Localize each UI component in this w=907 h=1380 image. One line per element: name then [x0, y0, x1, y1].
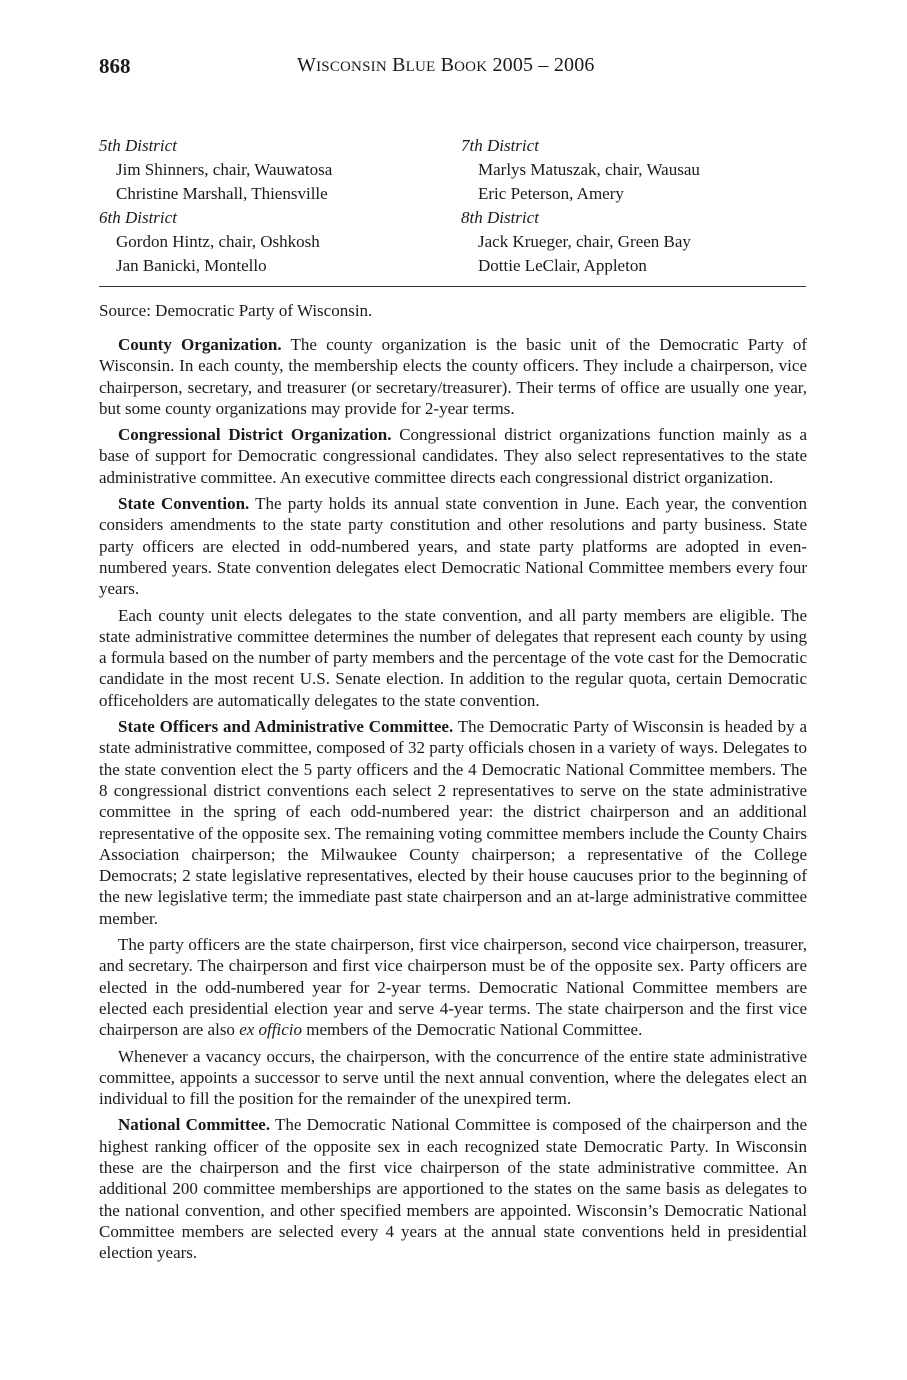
- body-text: [99, 334, 807, 1268]
- district-label: 8th District: [461, 208, 539, 227]
- paragraph-italic-term: ex officio: [239, 1020, 302, 1040]
- table-divider: [99, 286, 806, 287]
- paragraph-vacancy: [99, 1046, 807, 1110]
- paragraph-text: Whenever a vacancy occurs, the chairperson, with the concurrence of the entire state administrative committee, appoints a successor to serve until the next annual convention, where the delegates elect an individual to fill the position for the remainder of the unexpired term.: [99, 1046, 807, 1109]
- title-years: 2005 – 2006: [492, 54, 595, 76]
- paragraph-text: The party holds its annual state convention in June. Each year, the convention considers amendments to the state party constitution and other resolutions and party business. State party officers are elected in odd-numbered years, and state party platforms are adopted in even-numbered years. State convention delegates elect Democratic National Committee members every four years.: [99, 494, 807, 599]
- district-member: Dottie LeClair, Appleton: [478, 256, 647, 275]
- district-label: 5th District: [99, 136, 177, 155]
- paragraph-text: The Democratic Party of Wisconsin is headed by a state administrative committee, composed of 32 party officials chosen in a variety of ways. Delegates to the state convention elect the 5 party officers and the 4 Democratic National Committee members. The 8 congressional district conventions each select 2 representatives to serve on the state administrative committee in the spring of each odd-numbered year: the district chairperson and an additional representative of the opposite sex. The remaining voting committee members include the County Chairs Association chairperson; the Milwaukee County chairperson; a representative of the College Democrats; 2 state legislative representatives, elected by their house caucuses prior to the beginning of the new legislative term; the immediate past state chairperson and an at-large administrative committee member.: [99, 717, 807, 928]
- district-member: Jan Banicki, Montello: [116, 256, 267, 275]
- title-word-rest: ISCONSIN: [316, 59, 387, 75]
- page-header: [99, 54, 807, 84]
- district-member: Gordon Hintz, chair, Oshkosh: [116, 232, 320, 251]
- paragraph-national-committee: [99, 1114, 807, 1263]
- paragraph-county-organization: [99, 334, 807, 419]
- paragraph-text: The party officers are the state chairperson, first vice chairperson, second vice chairperson, treasurer, and secretary. The chairperson and first vice chairperson must be of the opposite sex. Party officers are elected in the odd-numbered year for 2-year terms. Democratic National Committee members are elected each presidential election year and serve 4-year terms. The state chairperson and the first vice chairperson are also: [99, 935, 807, 1040]
- paragraph-congressional-district: [99, 424, 807, 488]
- title-word-rest: OOK: [454, 59, 488, 75]
- paragraph-text: Each county unit elects delegates to the state convention, and all party members are eligible. The state administrative committee determines the number of delegates that represent each county by using a formula based on the number of party members and the percentage of the vote cast for the Democratic candidate in the most recent U.S. Senate election. In addition to the regular quota, certain Democratic officeholders are automatically delegates to the state convention.: [99, 605, 807, 710]
- paragraph-heading: State Officers and Administrative Committee.: [118, 717, 454, 737]
- title-word-rest: LUE: [405, 59, 436, 75]
- paragraph-party-officers: [99, 934, 807, 1040]
- district-column-left: [99, 134, 332, 278]
- district-column-right: [461, 134, 700, 278]
- paragraph-text: The county organization is the basic unit of the Democratic Party of Wisconsin. In each county, the membership elects the county officers. They include a chairperson, vice chairperson, secretary, and treasurer (or secretary/treasurer). Their terms of office are usually one year, but some county organizations may provide for 2-year terms.: [99, 335, 807, 418]
- paragraph-text: Congressional district organizations function mainly as a base of support for Democratic congressional candidates. They also select representatives to the state administrative committee. An executive committee directs each congressional district organization.: [99, 425, 807, 487]
- paragraph-heading: Congressional District Organization.: [118, 425, 392, 445]
- district-label: 7th District: [461, 136, 539, 155]
- paragraph-heading: National Committee.: [118, 1115, 271, 1135]
- source-note: Source: Democratic Party of Wisconsin.: [99, 301, 373, 320]
- paragraph-text: members of the Democratic National Committee.: [301, 1020, 643, 1040]
- page-number: 868: [99, 54, 131, 78]
- district-member: Christine Marshall, Thiensville: [116, 184, 328, 203]
- paragraph-heading: County Organization.: [118, 335, 282, 354]
- district-member: Marlys Matuszak, chair, Wausau: [478, 160, 700, 179]
- paragraph-delegates: [99, 605, 807, 711]
- title-word-cap: B: [392, 54, 406, 76]
- title-word-cap: B: [440, 54, 455, 76]
- district-label: 6th District: [99, 208, 177, 227]
- district-member: Eric Peterson, Amery: [478, 184, 624, 203]
- district-member: Jim Shinners, chair, Wauwatosa: [116, 160, 333, 179]
- running-title: [297, 54, 595, 77]
- paragraph-text: The Democratic National Committee is composed of the chairperson and the highest ranking officer of the opposite sex in each recognized state Democratic Party. In Wisconsin these are the chairperson and the first vice chairperson of the state administrative committee. An additional 200 committee memberships are apportioned to the states on the same basis as delegates to the national convention, and other specified members are appointed. Wisconsin’s Democratic National Committee members are selected every 4 years at the annual state conventions held in presidential election years.: [99, 1115, 807, 1263]
- paragraph-state-convention: [99, 493, 807, 599]
- district-member: Jack Krueger, chair, Green Bay: [478, 232, 691, 251]
- title-word-cap: W: [297, 54, 317, 76]
- paragraph-heading: State Convention.: [118, 494, 250, 514]
- paragraph-state-officers: [99, 716, 807, 929]
